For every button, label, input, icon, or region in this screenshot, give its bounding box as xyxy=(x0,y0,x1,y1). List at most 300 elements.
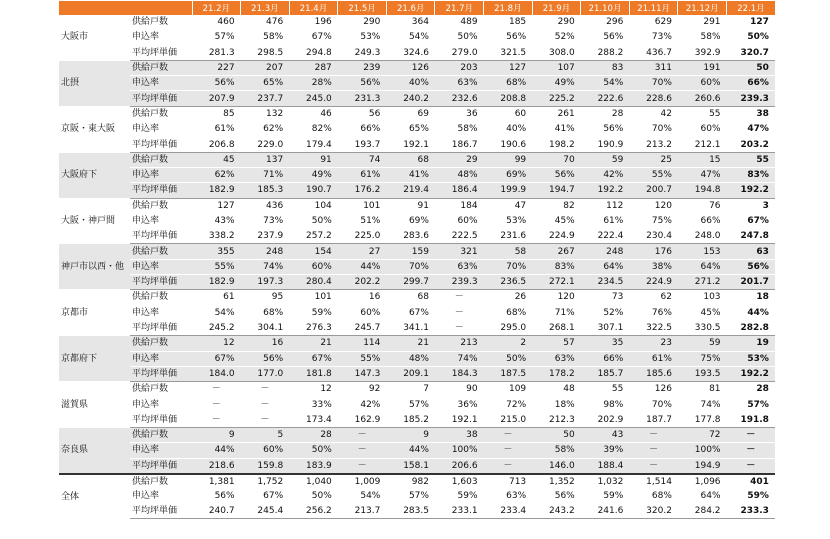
value-cell: 75% xyxy=(629,213,678,228)
table-row xyxy=(59,76,775,91)
value-cell: 228.6 xyxy=(629,91,678,106)
region-group xyxy=(59,382,775,428)
value-cell: 99 xyxy=(484,152,533,167)
value-cell: 55% xyxy=(192,259,241,274)
value-cell: 64% xyxy=(700,491,721,502)
value-cell: 212.1 xyxy=(678,137,727,152)
value-cell: 15 xyxy=(678,152,727,167)
value-cell: 241.6 xyxy=(581,504,630,519)
table-row xyxy=(59,183,775,198)
value-cell: － xyxy=(192,397,241,412)
value-cell: 261 xyxy=(532,106,581,121)
month-header: 21.12月 xyxy=(678,1,727,15)
value-cell: 185 xyxy=(484,15,533,30)
value-cell: 268.1 xyxy=(532,320,581,335)
value-cell: 185.6 xyxy=(629,366,678,381)
value-cell: 341.1 xyxy=(386,320,435,335)
metric-label: 申込率 xyxy=(132,491,160,502)
value-cell: 70 xyxy=(532,152,581,167)
latest-value-cell: 18 xyxy=(727,290,775,305)
value-cell: 114 xyxy=(338,336,387,351)
value-cell: 184.0 xyxy=(192,366,241,381)
value-cell: 173.4 xyxy=(289,412,338,427)
value-cell: 132 xyxy=(241,106,290,121)
value-cell: 2 xyxy=(484,336,533,351)
value-cell: 112 xyxy=(581,198,630,213)
value-cell: 104 xyxy=(289,198,338,213)
value-cell: 66% xyxy=(581,351,630,366)
value-cell: 1,040 xyxy=(289,474,338,489)
value-cell: 65% xyxy=(386,122,435,137)
value-cell: 280.4 xyxy=(289,275,338,290)
table-row xyxy=(59,244,775,259)
table-row xyxy=(59,229,775,244)
value-cell: 182.9 xyxy=(192,183,241,198)
latest-value-cell: 38 xyxy=(727,106,775,121)
value-cell: 281.3 xyxy=(192,45,241,60)
value-cell: 182.9 xyxy=(192,275,241,290)
metric-label: 供給戸数 xyxy=(130,15,192,30)
value-cell: 21 xyxy=(386,336,435,351)
table-row xyxy=(59,366,775,381)
value-cell: 100% xyxy=(435,443,484,458)
value-cell: 65% xyxy=(241,76,290,91)
value-cell: 60% xyxy=(241,443,290,458)
value-cell: 232.6 xyxy=(435,91,484,106)
value-cell: 192.2 xyxy=(581,183,630,198)
value-cell: 56% xyxy=(581,30,630,45)
value-cell: 60% xyxy=(289,259,338,274)
value-cell: 83 xyxy=(581,60,630,75)
value-cell: 239 xyxy=(338,60,387,75)
table-row xyxy=(59,397,775,412)
value-cell: 256.2 xyxy=(289,504,338,519)
value-cell: 224.9 xyxy=(532,229,581,244)
region-name: 大阪府下 xyxy=(59,152,130,198)
value-cell: 1,352 xyxy=(532,474,581,489)
value-cell: － xyxy=(484,443,533,458)
value-cell: 321.5 xyxy=(484,45,533,60)
value-cell: 70% xyxy=(629,397,678,412)
value-cell: 85 xyxy=(192,106,241,121)
value-cell: 43% xyxy=(192,213,241,228)
table-row xyxy=(59,152,775,167)
table-row xyxy=(59,305,775,320)
value-cell: 213.2 xyxy=(629,137,678,152)
value-cell: － xyxy=(192,382,241,397)
value-cell: 222.4 xyxy=(581,229,630,244)
latest-value-cell: － xyxy=(727,458,775,474)
value-cell: 68% xyxy=(241,305,290,320)
latest-value-cell: － xyxy=(727,428,775,443)
region-name: 京都市 xyxy=(59,290,130,336)
value-cell: 61% xyxy=(629,351,678,366)
value-cell: 176 xyxy=(629,244,678,259)
value-cell: 58% xyxy=(678,30,727,45)
value-cell: 202.2 xyxy=(338,275,387,290)
value-cell: 43 xyxy=(581,428,630,443)
value-cell: 176.2 xyxy=(338,183,387,198)
value-cell: 29 xyxy=(435,152,484,167)
value-cell: 239.3 xyxy=(435,275,484,290)
table-row xyxy=(59,30,775,45)
value-cell: 190.6 xyxy=(484,137,533,152)
value-cell: 202.9 xyxy=(581,412,630,427)
value-cell: 234.5 xyxy=(581,275,630,290)
value-cell: 55 xyxy=(678,106,727,121)
value-cell: 67% xyxy=(263,491,284,502)
value-cell: 28% xyxy=(289,76,338,91)
value-cell: 42% xyxy=(338,397,387,412)
value-cell: 290 xyxy=(532,15,581,30)
region-name: 大阪市 xyxy=(59,15,130,60)
value-cell: 62% xyxy=(192,167,241,182)
value-cell: 71% xyxy=(241,167,290,182)
value-cell: 70% xyxy=(484,259,533,274)
value-cell: 59% xyxy=(603,491,624,502)
value-cell: 57% xyxy=(408,491,429,502)
value-cell: 74% xyxy=(435,351,484,366)
value-cell: 74% xyxy=(678,397,727,412)
value-cell: 58% xyxy=(435,122,484,137)
value-cell: 72% xyxy=(484,397,533,412)
value-cell: 44% xyxy=(386,443,435,458)
value-cell: 460 xyxy=(192,15,241,30)
value-cell: 233.4 xyxy=(484,504,533,519)
market-data-table xyxy=(59,1,775,519)
value-cell: 50% xyxy=(289,443,338,458)
value-cell: 257.2 xyxy=(289,229,338,244)
value-cell: 25 xyxy=(629,152,678,167)
value-cell: 75% xyxy=(678,351,727,366)
value-cell: 200.7 xyxy=(629,183,678,198)
metric-label: 申込率 xyxy=(130,213,192,228)
value-cell: 1,381 xyxy=(192,474,241,489)
value-cell: 311 xyxy=(629,60,678,75)
value-cell: 26 xyxy=(484,290,533,305)
region-group xyxy=(59,152,775,198)
latest-value-cell: 247.8 xyxy=(727,229,775,244)
latest-value-cell: 53% xyxy=(727,351,775,366)
month-header: 21.2月 xyxy=(192,1,241,15)
value-cell: 76% xyxy=(629,305,678,320)
value-cell: 61% xyxy=(581,213,630,228)
value-cell: 50% xyxy=(289,213,338,228)
value-cell: 54% xyxy=(386,30,435,45)
value-cell: 58% xyxy=(241,30,290,45)
value-cell: 295.0 xyxy=(484,320,533,335)
value-cell: 68 xyxy=(386,152,435,167)
latest-value-cell: 233.3 xyxy=(727,504,775,519)
value-cell: 101 xyxy=(289,290,338,305)
latest-value-cell: 201.7 xyxy=(727,275,775,290)
value-cell: 229.0 xyxy=(241,137,290,152)
value-cell: 40% xyxy=(386,76,435,91)
value-cell: 70% xyxy=(629,122,678,137)
value-cell: 52% xyxy=(581,305,630,320)
value-cell: 18% xyxy=(532,397,581,412)
metric-label: 申込率 xyxy=(130,30,192,45)
value-cell: 249.3 xyxy=(338,45,387,60)
region-name: 神戸市以西・他 xyxy=(59,244,130,290)
value-cell: 9 xyxy=(386,428,435,443)
value-cell: 55% xyxy=(338,351,387,366)
region-name: 大阪・神戸間 xyxy=(59,198,130,244)
latest-value-cell: 203.2 xyxy=(727,137,775,152)
latest-value-cell: 127 xyxy=(727,15,775,30)
value-cell: 324.6 xyxy=(386,45,435,60)
metric-label: 供給戸数 xyxy=(130,198,192,213)
value-cell: 272.1 xyxy=(532,275,581,290)
value-cell: 186.4 xyxy=(435,183,484,198)
table-row xyxy=(59,198,775,213)
value-cell: 230.4 xyxy=(629,229,678,244)
region-group xyxy=(59,290,775,336)
latest-value-cell: 55 xyxy=(727,152,775,167)
value-cell: 50 xyxy=(532,428,581,443)
value-cell: 120 xyxy=(532,290,581,305)
metric-label: 平均坪単価 xyxy=(130,91,192,106)
value-cell: － xyxy=(629,428,678,443)
value-cell: 237.9 xyxy=(241,229,290,244)
latest-value-cell: 47% xyxy=(727,122,775,137)
region-name: 北摂 xyxy=(59,60,130,106)
metric-label: 申込率 xyxy=(130,443,192,458)
latest-value-cell: 67% xyxy=(727,213,775,228)
value-cell: － xyxy=(484,458,533,474)
value-cell: 199.9 xyxy=(484,183,533,198)
value-cell: 436.7 xyxy=(629,45,678,60)
value-cell: 294.8 xyxy=(289,45,338,60)
value-cell: 177.0 xyxy=(241,366,290,381)
value-cell: 190.9 xyxy=(581,137,630,152)
value-cell: 46 xyxy=(289,106,338,121)
latest-value-cell: 3 xyxy=(727,198,775,213)
table-row xyxy=(59,443,775,458)
table-row xyxy=(59,489,775,503)
value-cell: 193.7 xyxy=(338,137,387,152)
latest-value-cell: 66% xyxy=(727,76,775,91)
table-row xyxy=(59,275,775,290)
metric-label: 供給戸数 xyxy=(130,428,192,443)
value-cell: － xyxy=(241,397,290,412)
latest-value-cell: － xyxy=(727,443,775,458)
value-cell: 44% xyxy=(338,259,387,274)
value-cell: 215.0 xyxy=(484,412,533,427)
value-cell: 55% xyxy=(629,167,678,182)
value-cell: 162.9 xyxy=(338,412,387,427)
value-cell: 127 xyxy=(192,198,241,213)
month-header: 21.10月 xyxy=(581,1,630,15)
value-cell: 1,752 xyxy=(241,474,290,489)
value-cell: 67% xyxy=(192,351,241,366)
value-cell: 91 xyxy=(386,198,435,213)
value-cell: 48% xyxy=(386,351,435,366)
table-row xyxy=(59,320,775,335)
value-cell: 59% xyxy=(289,305,338,320)
latest-value-cell: 50 xyxy=(727,60,775,75)
value-cell: 260.6 xyxy=(678,91,727,106)
value-cell: 42% xyxy=(581,167,630,182)
table-row xyxy=(59,458,775,474)
metric-label: 供給戸数 xyxy=(130,336,192,351)
value-cell: 60% xyxy=(678,76,727,91)
value-cell: 50% xyxy=(484,351,533,366)
value-cell: － xyxy=(435,320,484,335)
value-cell: 185.2 xyxy=(386,412,435,427)
value-cell: 98% xyxy=(581,397,630,412)
value-cell: 72 xyxy=(678,428,727,443)
value-cell: 57% xyxy=(192,30,241,45)
value-cell: 28 xyxy=(581,106,630,121)
metric-label: 供給戸数 xyxy=(130,60,192,75)
metric-label: 平均坪単価 xyxy=(130,412,192,427)
value-cell: 50% xyxy=(311,491,332,502)
value-cell: 45 xyxy=(192,152,241,167)
value-cell: 126 xyxy=(386,60,435,75)
value-cell: 56% xyxy=(338,76,387,91)
header-blank-metric xyxy=(130,1,192,15)
value-cell: 60% xyxy=(435,213,484,228)
value-cell: 225.0 xyxy=(338,229,387,244)
value-cell: 67% xyxy=(386,305,435,320)
value-cell: 61% xyxy=(192,122,241,137)
value-cell: 74 xyxy=(338,152,387,167)
value-cell: 90 xyxy=(435,382,484,397)
value-cell: 47 xyxy=(484,198,533,213)
value-cell: 236.5 xyxy=(484,275,533,290)
value-cell: 206.6 xyxy=(435,458,484,474)
table-row xyxy=(59,15,775,30)
value-cell: 69 xyxy=(386,106,435,121)
value-cell: 56% xyxy=(192,76,241,91)
value-cell: 288.2 xyxy=(581,45,630,60)
value-cell: 248 xyxy=(581,244,630,259)
value-cell: － xyxy=(629,443,678,458)
latest-value-cell: 83% xyxy=(727,167,775,182)
value-cell: 713 xyxy=(484,474,533,489)
month-header: 21.7月 xyxy=(435,1,484,15)
value-cell: 54% xyxy=(360,491,381,502)
table-row xyxy=(59,91,775,106)
value-cell: 63% xyxy=(435,259,484,274)
value-cell: 222.6 xyxy=(581,91,630,106)
table-row xyxy=(59,504,775,519)
latest-value-cell: 239.3 xyxy=(727,91,775,106)
value-cell: 42 xyxy=(629,106,678,121)
value-cell: 271.2 xyxy=(678,275,727,290)
value-cell: 267 xyxy=(532,244,581,259)
month-header: 21.4月 xyxy=(289,1,338,15)
value-cell: 179.4 xyxy=(289,137,338,152)
value-cell: 193.5 xyxy=(678,366,727,381)
value-cell: 198.2 xyxy=(532,137,581,152)
value-cell: 63% xyxy=(506,491,527,502)
value-cell: 218.6 xyxy=(192,458,241,474)
value-cell: 154 xyxy=(289,244,338,259)
table-row xyxy=(59,351,775,366)
value-cell: 153 xyxy=(678,244,727,259)
value-cell: 159 xyxy=(386,244,435,259)
table-row xyxy=(59,336,775,351)
value-cell: － xyxy=(241,382,290,397)
value-cell: 194.9 xyxy=(678,458,727,474)
value-cell: 9 xyxy=(192,428,241,443)
value-cell: 45% xyxy=(532,213,581,228)
metric-label: 平均坪単価 xyxy=(130,366,192,381)
value-cell: 181.8 xyxy=(289,366,338,381)
value-cell: 50% xyxy=(435,30,484,45)
value-cell: 231.3 xyxy=(338,91,387,106)
value-cell: 41% xyxy=(532,122,581,137)
value-cell: 58 xyxy=(484,244,533,259)
latest-value-cell: 63 xyxy=(727,244,775,259)
value-cell: 126 xyxy=(629,382,678,397)
value-cell: 187.5 xyxy=(484,366,533,381)
value-cell: 56% xyxy=(241,351,290,366)
value-cell: 54% xyxy=(581,76,630,91)
table-row xyxy=(59,290,775,305)
value-cell: 629 xyxy=(629,15,678,30)
value-cell: 299.7 xyxy=(386,275,435,290)
value-cell: 355 xyxy=(192,244,241,259)
value-cell: 184 xyxy=(435,198,484,213)
metric-label: 供給戸数 xyxy=(130,244,192,259)
value-cell: 61% xyxy=(338,167,387,182)
value-cell: 70% xyxy=(629,76,678,91)
latest-value-cell: 401 xyxy=(727,474,775,489)
value-cell: 225.2 xyxy=(532,91,581,106)
metric-label: 供給戸数 xyxy=(130,152,192,167)
value-cell: 240.2 xyxy=(386,91,435,106)
value-cell: 53% xyxy=(484,213,533,228)
value-cell: 147.3 xyxy=(338,366,387,381)
value-cell: 66% xyxy=(338,122,387,137)
value-cell: 237.7 xyxy=(241,91,290,106)
table-row xyxy=(59,412,775,427)
value-cell: 16 xyxy=(338,290,387,305)
metric-label: 申込率 xyxy=(130,351,192,366)
value-cell: 321 xyxy=(435,244,484,259)
value-cell: 197.3 xyxy=(241,275,290,290)
value-cell: 61 xyxy=(192,290,241,305)
value-cell: 127 xyxy=(484,60,533,75)
value-cell: 67% xyxy=(289,351,338,366)
value-cell: 284.2 xyxy=(678,504,727,519)
total-group xyxy=(59,474,775,518)
table-row xyxy=(59,167,775,182)
value-cell: 283.5 xyxy=(386,504,435,519)
value-cell: 39% xyxy=(581,443,630,458)
value-cell: 158.1 xyxy=(386,458,435,474)
month-header: 21.5月 xyxy=(338,1,387,15)
value-cell: 338.2 xyxy=(192,229,241,244)
region-name: 滋賀県 xyxy=(59,382,130,428)
region-group xyxy=(59,244,775,290)
value-cell: 1,603 xyxy=(435,474,484,489)
value-cell: 47% xyxy=(678,167,727,182)
market-table-container xyxy=(59,1,775,519)
value-cell: 192.1 xyxy=(435,412,484,427)
latest-value-cell: 50% xyxy=(727,30,775,45)
value-cell: 192.1 xyxy=(386,137,435,152)
table-row xyxy=(59,382,775,397)
value-cell: 212.3 xyxy=(532,412,581,427)
table-row xyxy=(59,45,775,60)
value-cell: 291 xyxy=(678,15,727,30)
header-row xyxy=(59,1,775,15)
value-cell: 185.7 xyxy=(581,366,630,381)
